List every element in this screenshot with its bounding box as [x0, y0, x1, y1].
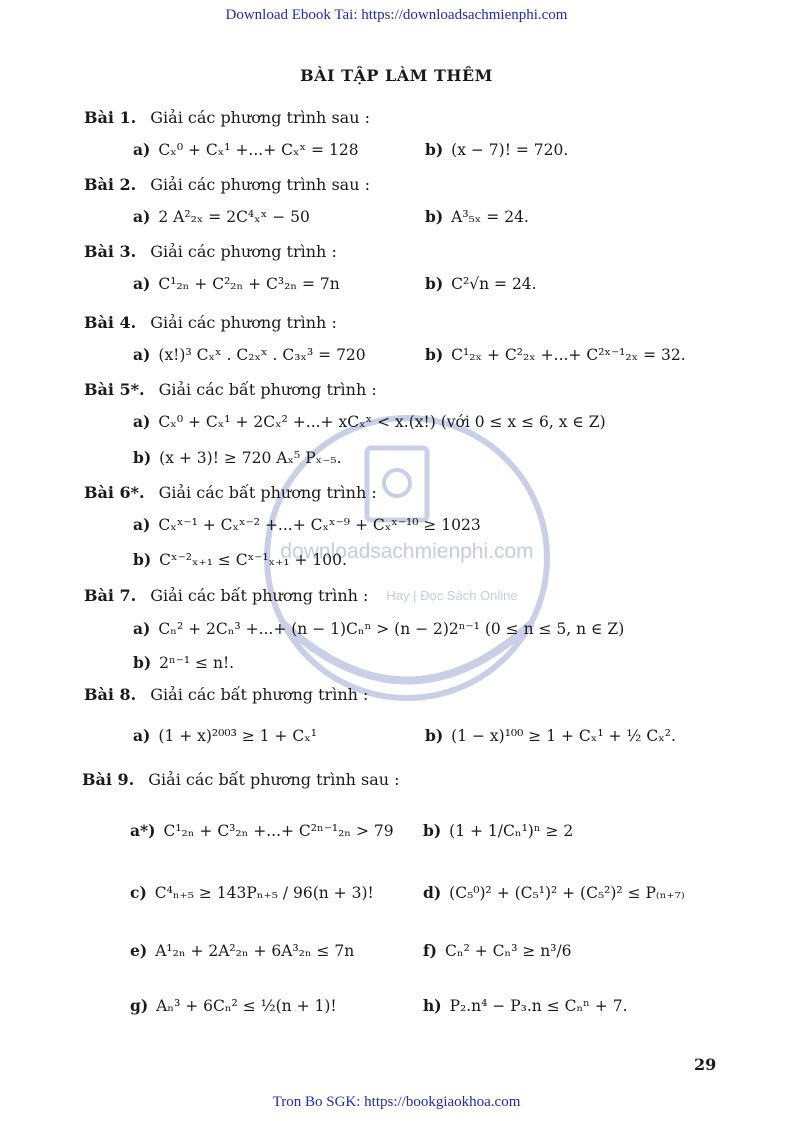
exercise-9g: g) Aₙ³ + 6Cₙ² ≤ ½(n + 1)! [130, 996, 337, 1015]
exercise-5: Bài 5*. Giải các bất phương trình : [84, 380, 377, 399]
exercise-4a: a) (x!)³ Cₓˣ . C₂ₓˣ . C₃ₓ³ = 720 [133, 345, 366, 364]
exercise-9c: c) C⁴ₙ₊₅ ≥ 143Pₙ₊₅ / 96(n + 3)! [130, 883, 374, 902]
exercise-2b: b) A³₅ₓ = 24. [425, 207, 529, 226]
exercise-8a: a) (1 + x)²⁰⁰³ ≥ 1 + Cₓ¹ [133, 726, 317, 745]
page-title: BÀI TẬP LÀM THÊM [300, 66, 493, 85]
footer-link[interactable]: Tron Bo SGK: https://bookgiaokhoa.com [272, 1094, 521, 1110]
exercise-9d: d) (C₅⁰)² + (C₅¹)² + (C₅²)² ≤ P₍ₙ₊₇₎ [423, 883, 685, 902]
exercise-1 [84, 108, 370, 127]
exercise-1b: b) (x − 7)! = 720. [425, 140, 569, 159]
exercise-7b: b) 2ⁿ⁻¹ ≤ n!. [133, 653, 235, 672]
exercise-5a: a) Cₓ⁰ + Cₓ¹ + 2Cₓ² +...+ xCₓˣ < x.(x!) (với 0 ≤ x ≤ 6, x ∈ Z) [133, 412, 606, 431]
exercise-6: Bài 6*. Giải các bất phương trình : [84, 483, 377, 502]
exercise-9a: a*) C¹₂ₙ + C³₂ₙ +...+ C²ⁿ⁻¹₂ₙ > 79 [130, 821, 394, 840]
exercise-3b: b) C²√n = 24. [425, 274, 537, 293]
watermark-site: downloadsachmienphi.com [280, 540, 534, 563]
exercise-9: Bài 9. Giải các bất phương trình sau : [82, 770, 400, 789]
exercise-5b: b) (x + 3)! ≥ 720 Aₓ⁵ Pₓ₋₅. [133, 448, 342, 467]
exercise-prompt: Giải các phương trình sau : [150, 108, 370, 127]
exercise-4b: b) C¹₂ₓ + C²₂ₓ +...+ C²ˣ⁻¹₂ₓ = 32. [425, 345, 686, 364]
exercise-7a: a) Cₙ² + 2Cₙ³ +...+ (n − 1)Cₙⁿ > (n − 2)2ⁿ⁻¹ (0 ≤ n ≤ 5, n ∈ Z) [133, 619, 625, 638]
exercise-3: Bài 3. Giải các phương trình : [84, 242, 337, 261]
page-number: 29 [694, 1055, 717, 1074]
exercise-7: Bài 7. Giải các bất phương trình : [84, 586, 369, 605]
exercise-8: Bài 8. Giải các bất phương trình : [84, 685, 369, 704]
exercise-1a: a) Cₓ⁰ + Cₓ¹ +...+ Cₓˣ = 128 [133, 140, 359, 159]
exercise-9f: f) Cₙ² + Cₙ³ ≥ n³/6 [423, 941, 572, 960]
header-link[interactable]: Download Ebook Tai: https://downloadsachmienphi.com [225, 7, 568, 23]
watermark-tagline: Hay | Đọc Sách Online [386, 588, 518, 603]
exercise-9b: b) (1 + 1/Cₙ¹)ⁿ ≥ 2 [423, 821, 574, 840]
exercise-6b: b) Cˣ⁻²ₓ₊₁ ≤ Cˣ⁻¹ₓ₊₁ + 100. [133, 550, 347, 569]
exercise-9h: h) P₂.n⁴ − P₃.n ≤ Cₙⁿ + 7. [423, 996, 628, 1015]
exercise-6a: a) Cₓˣ⁻¹ + Cₓˣ⁻² +...+ Cₓˣ⁻⁹ + Cₓˣ⁻¹⁰ ≥ 1023 [133, 515, 481, 534]
exercise-2a: a) 2 A²₂ₓ = 2C⁴ₓˣ − 50 [133, 207, 310, 226]
exercise-8b: b) (1 − x)¹⁰⁰ ≥ 1 + Cₓ¹ + ½ Cₓ². [425, 726, 676, 745]
exercise-label: Bài 1. [84, 108, 137, 127]
exercise-3a: a) C¹₂ₙ + C²₂ₙ + C³₂ₙ = 7n [133, 274, 340, 293]
exercise-4: Bài 4. Giải các phương trình : [84, 313, 337, 332]
exercise-2: Bài 2. Giải các phương trình sau : [84, 175, 370, 194]
exercise-9e: e) A¹₂ₙ + 2A²₂ₙ + 6A³₂ₙ ≤ 7n [130, 941, 355, 960]
